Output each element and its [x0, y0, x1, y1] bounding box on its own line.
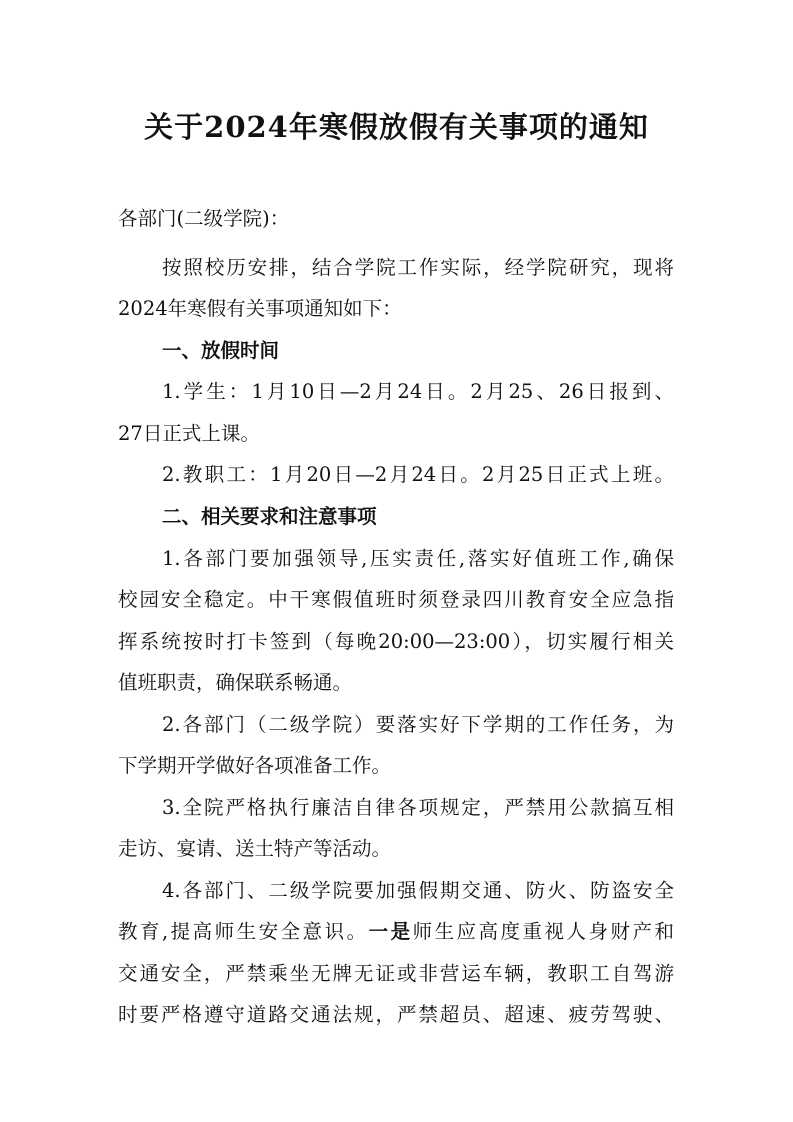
requirement-1-line-4: 值班职责，确保联系畅通。 [118, 671, 353, 694]
emphasis-first-point: 一是 [368, 920, 413, 943]
document-title: 关于2024年寒假放假有关事项的通知 [144, 110, 649, 144]
requirement-4-line-2-start: 教育,提高师生安全意识。 [118, 920, 369, 943]
requirement-1-line-2: 校园安全稳定。中干寒假值班时须登录四川教育安全应急指 [118, 588, 674, 611]
requirement-3-line-2: 走访、宴请、送土特产等活动。 [118, 837, 392, 860]
intro-line-1: 按照校历安排，结合学院工作实际，经学院研究，现将 [162, 256, 674, 279]
section-2-heading: 二、相关要求和注意事项 [162, 505, 377, 528]
section-1-item-1-line-2: 27日正式上课。 [118, 422, 260, 445]
requirement-4-line-3: 交通安全，严禁乘坐无牌无证或非营运车辆，教职工自驾游 [118, 962, 674, 985]
requirement-4-line-2-end: 师生应高度重视人身财产和 [412, 920, 674, 943]
requirement-2-line-1: 2.各部门（二级学院）要落实好下学期的工作任务，为 [162, 713, 674, 736]
intro-line-2: 2024年寒假有关事项通知如下： [118, 297, 402, 320]
salutation: 各部门(二级学院)： [118, 207, 290, 230]
requirement-4-line-2 [118, 918, 674, 946]
section-1-heading: 一、放假时间 [162, 339, 280, 362]
section-1-item-1-line-1: 1.学生：1月10日—2月24日。2月25、26日报到、 [162, 380, 674, 403]
requirement-4-line-1: 4.各部门、二级学院要加强假期交通、防火、防盗安全 [162, 879, 674, 902]
requirement-3-line-1: 3.全院严格执行廉洁自律各项规定，严禁用公款搞互相 [162, 796, 674, 819]
requirement-1-line-1: 1.各部门要加强领导,压实责任,落实好值班工作,确保 [162, 547, 674, 570]
requirement-2-line-2: 下学期开学做好各项准备工作。 [118, 754, 392, 777]
section-1-item-2: 2.教职工：1月20日—2月24日。2月25日正式上班。 [162, 463, 674, 486]
requirement-1-line-3: 挥系统按时打卡签到（每晚20:00—23:00），切实履行相关 [118, 630, 674, 653]
requirement-4-line-4: 时要严格遵守道路交通法规，严禁超员、超速、疲劳驾驶、 [118, 1003, 674, 1026]
